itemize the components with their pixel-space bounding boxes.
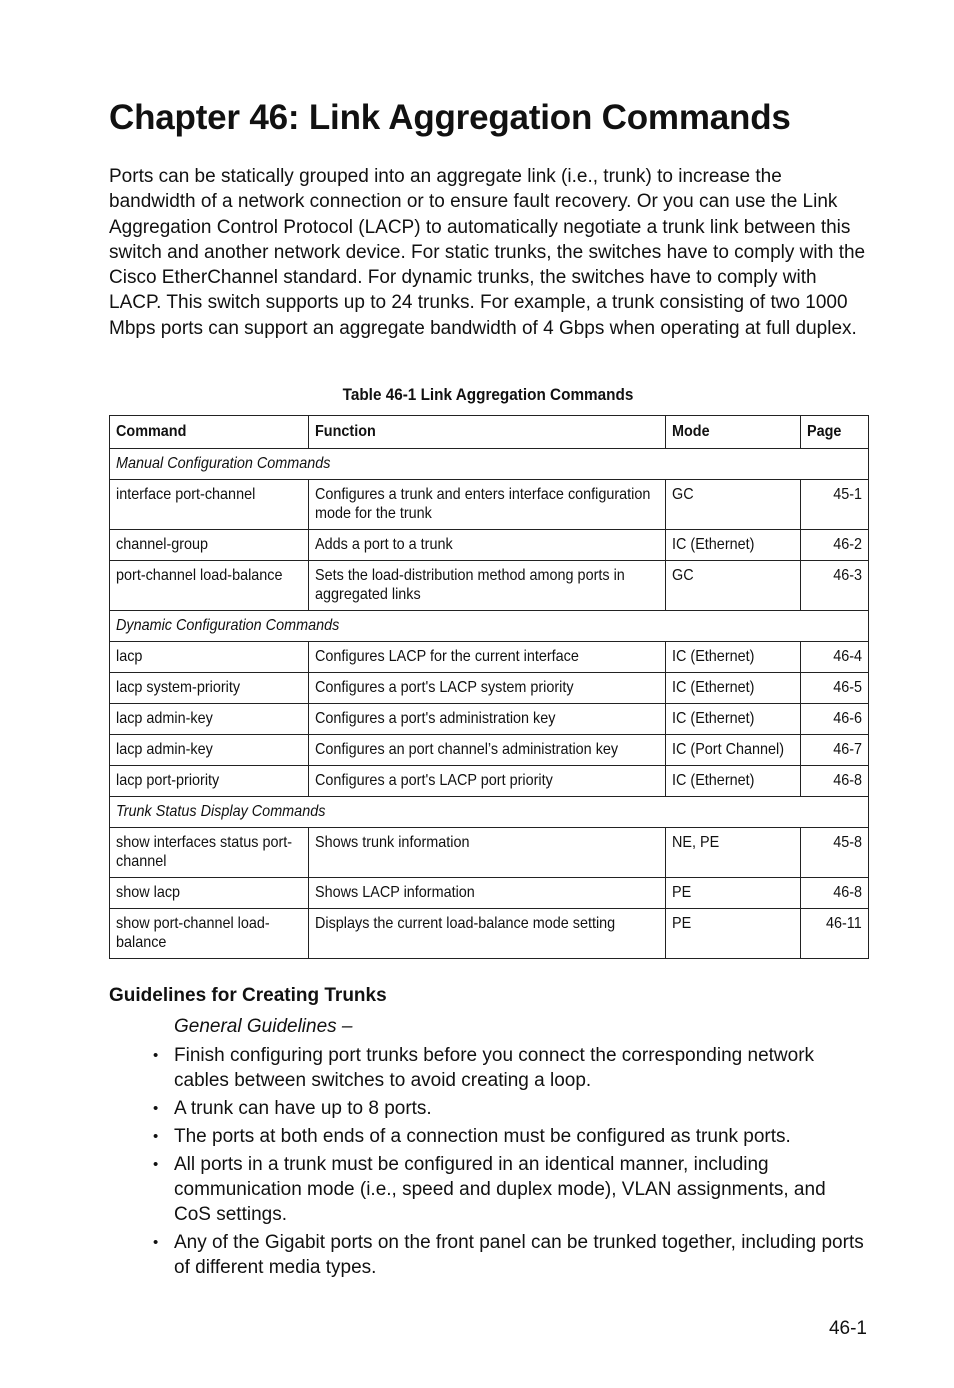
header-mode: Mode xyxy=(666,416,801,449)
header-page: Page xyxy=(801,416,869,449)
table-row xyxy=(110,878,869,909)
cell-command: port-channel load-balance xyxy=(110,561,309,611)
cell-mode: IC (Port Channel) xyxy=(666,735,801,766)
cell-mode: PE xyxy=(666,909,801,959)
list-item: • Any of the Gigabit ports on the front panel can be trunked together, including ports of different media types. xyxy=(153,1230,867,1281)
cell-command: lacp admin-key xyxy=(110,704,309,735)
cell-page: 46-5 xyxy=(801,673,869,704)
table-row xyxy=(110,480,869,530)
cell-page: 46-7 xyxy=(801,735,869,766)
cell-page: 46-8 xyxy=(801,878,869,909)
list-item: • A trunk can have up to 8 ports. xyxy=(153,1096,867,1121)
cell-page: 46-4 xyxy=(801,642,869,673)
cell-command: channel-group xyxy=(110,530,309,561)
table-section-row xyxy=(110,797,869,828)
header-function: Function xyxy=(309,416,666,449)
cell-command: show port-channel load-balance xyxy=(110,909,309,959)
table-row xyxy=(110,642,869,673)
cell-function: Configures a port's LACP port priority xyxy=(309,766,666,797)
chapter-title: Chapter 46: Link Aggregation Commands xyxy=(109,98,791,137)
header-command: Command xyxy=(110,416,309,449)
guidelines-heading: Guidelines for Creating Trunks xyxy=(109,985,387,1006)
section-title: Manual Configuration Commands xyxy=(110,449,869,480)
cell-mode: IC (Ethernet) xyxy=(666,673,801,704)
table-row xyxy=(110,828,869,878)
table-row xyxy=(110,766,869,797)
cell-function: Configures a port's LACP system priority xyxy=(309,673,666,704)
cell-command: lacp xyxy=(110,642,309,673)
cell-function: Configures a trunk and enters interface configuration mode for the trunk xyxy=(309,480,666,530)
table-row xyxy=(110,735,869,766)
cell-function: Configures a port's administration key xyxy=(309,704,666,735)
cell-function: Shows trunk information xyxy=(309,828,666,878)
cell-mode: IC (Ethernet) xyxy=(666,530,801,561)
cell-mode: GC xyxy=(666,480,801,530)
table-section-row xyxy=(110,449,869,480)
cell-page: 46-2 xyxy=(801,530,869,561)
cell-mode: IC (Ethernet) xyxy=(666,642,801,673)
cell-function: Adds a port to a trunk xyxy=(309,530,666,561)
cell-command: interface port-channel xyxy=(110,480,309,530)
table-section-row xyxy=(110,611,869,642)
cell-command: lacp admin-key xyxy=(110,735,309,766)
cell-mode: GC xyxy=(666,561,801,611)
cell-mode: PE xyxy=(666,878,801,909)
guidelines-list xyxy=(153,1043,867,1283)
cell-function: Displays the current load-balance mode setting xyxy=(309,909,666,959)
list-item: • The ports at both ends of a connection must be configured as trunk ports. xyxy=(153,1124,867,1149)
table-header-row xyxy=(110,416,869,449)
table-row xyxy=(110,561,869,611)
commands-table xyxy=(109,415,869,959)
intro-paragraph: Ports can be statically grouped into an aggregate link (i.e., trunk) to increase the bandwidth of a network connection or to ensure fault recovery. Or you can use the Link Aggregation Control Protocol (LACP) to automatically negotiate a trunk link between this switch and another network device. For static trunks, the switches have to comply with the Cisco EtherChannel standard. For dynamic trunks, the switches have to comply with LACP. This switch supports up to 24 trunks. For example, a trunk consisting of two 1000 Mbps ports can support an aggregate bandwidth of 4 Gbps when operating at full duplex. xyxy=(109,166,866,339)
table-row xyxy=(110,909,869,959)
list-item: • Finish configuring port trunks before you connect the corresponding network cables between switches to avoid creating a loop. xyxy=(153,1043,867,1094)
page-number: 46-1 xyxy=(828,1318,867,1339)
cell-command: show lacp xyxy=(110,878,309,909)
cell-function: Configures LACP for the current interface xyxy=(309,642,666,673)
list-item: • All ports in a trunk must be configured in an identical manner, including communication mode (i.e., speed and duplex mode), VLAN assignments, and CoS settings. xyxy=(153,1152,867,1228)
cell-page: 45-1 xyxy=(801,480,869,530)
table-row xyxy=(110,673,869,704)
cell-mode: IC (Ethernet) xyxy=(666,704,801,735)
cell-mode: IC (Ethernet) xyxy=(666,766,801,797)
section-title: Dynamic Configuration Commands xyxy=(110,611,869,642)
table-row xyxy=(110,704,869,735)
cell-page: 46-3 xyxy=(801,561,869,611)
table-row xyxy=(110,530,869,561)
table-caption: Table 46-1 Link Aggregation Commands xyxy=(342,385,634,404)
cell-page: 46-11 xyxy=(801,909,869,959)
cell-function: Shows LACP information xyxy=(309,878,666,909)
cell-page: 45-8 xyxy=(801,828,869,878)
table-body xyxy=(110,449,869,959)
cell-command: lacp port-priority xyxy=(110,766,309,797)
section-title: Trunk Status Display Commands xyxy=(110,797,869,828)
cell-command: show interfaces status port-channel xyxy=(110,828,309,878)
cell-function: Configures an port channel’s administration key xyxy=(309,735,666,766)
cell-page: 46-8 xyxy=(801,766,869,797)
cell-mode: NE, PE xyxy=(666,828,801,878)
cell-command: lacp system-priority xyxy=(110,673,309,704)
cell-page: 46-6 xyxy=(801,704,869,735)
cell-function: Sets the load-distribution method among ports in aggregated links xyxy=(309,561,666,611)
guidelines-subheading: General Guidelines – xyxy=(174,1016,353,1037)
